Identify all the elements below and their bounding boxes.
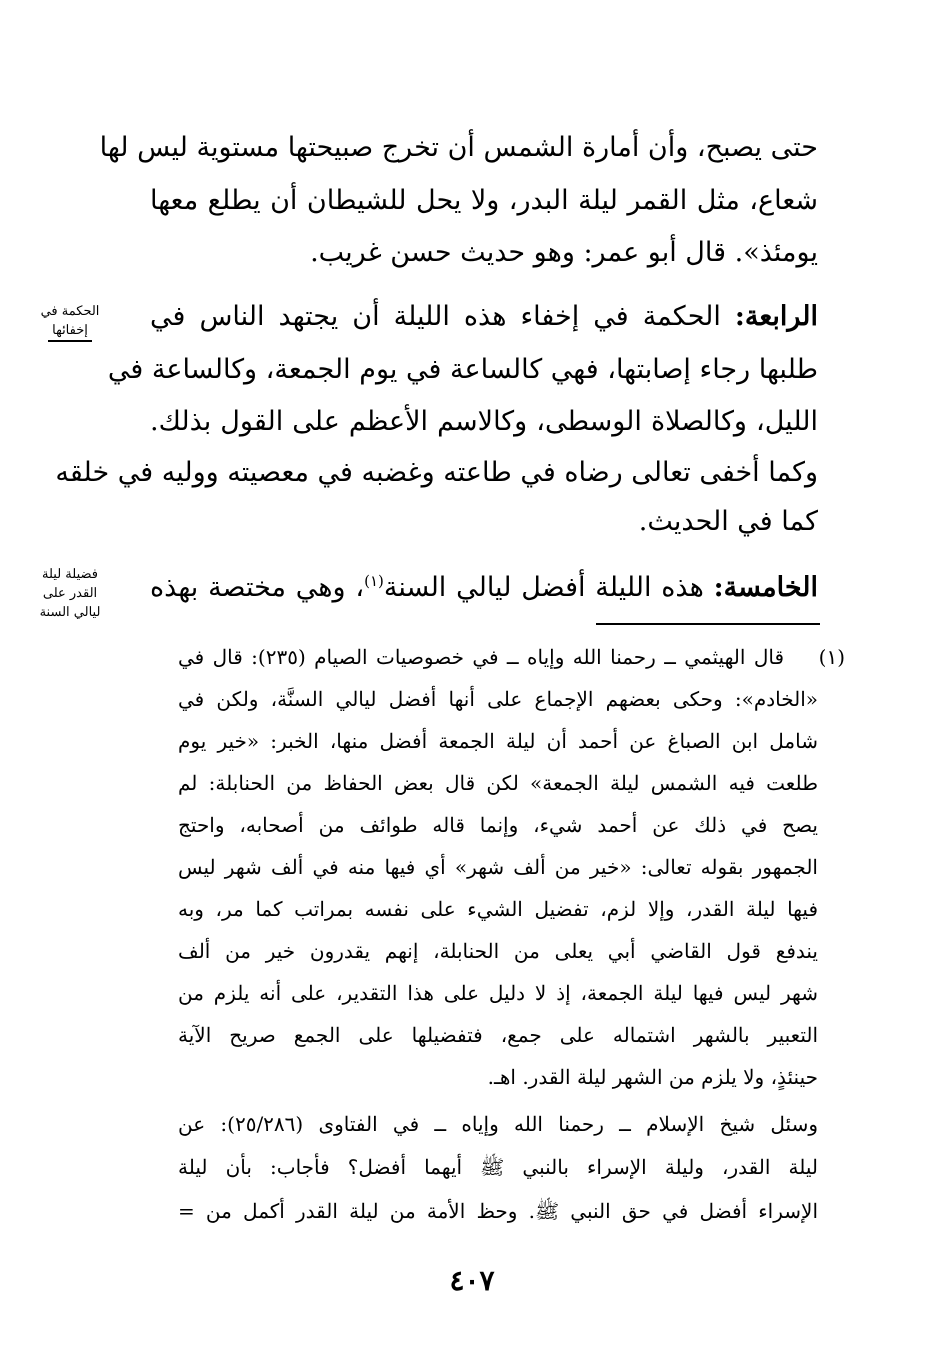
margin-note-virtue-line-1: فضيلة ليلة: [42, 567, 98, 582]
heading-fourth: الرابعة:: [734, 301, 818, 332]
main-text-line-7: وكما أخفى تعالى رضاه في طاعته وغضبه في معصيته ووليه في خلقه: [55, 457, 818, 488]
margin-note-virtue-line-2: القدر على: [42, 586, 98, 601]
footnote-line-8: يندفع قول القاضي أبي يعلى من الحنابلة، إنهم يقدرون خير من ألف: [178, 939, 818, 963]
footnote-line-2: «الخادم»: وحكى بعضهم الإجماع على أنها أفضل ليالي السنَّة، ولكن في: [178, 687, 818, 711]
footnote-ref: (١): [364, 572, 384, 590]
footnote-line-7: فيها ليلة القدر، وإلا لزم، تفضيل الشيء على نفسه بمراتب كما مر، وبه: [178, 897, 818, 921]
footnote-line-3: شامل ابن الصباغ عن أحمد أن ليلة الجمعة أفضل منها، الخبر: «خير يوم: [178, 729, 818, 753]
main-text-line-9: [150, 561, 818, 608]
main-text-line-3: يومئذ». قال أبو عمر: وهو حديث حسن غريب.: [310, 237, 818, 268]
footnote-line-9: شهر ليس فيها ليلة الجمعة، إذ لا دليل على هذا التقدير، على أنه يلزم من: [178, 981, 818, 1005]
heading-fifth: الخامسة:: [713, 572, 819, 603]
footnote-line-14: الإسراء أفضل في حق النبي ﷺ. وحظ الأمة من ليلة القدر أكمل من =: [178, 1199, 818, 1223]
main-text-line-2: شعاع، مثل القمر ليلة البدر، ولا يحل للشيطان أن يطلع معها: [150, 185, 818, 216]
margin-note-wisdom: [22, 302, 118, 342]
main-text-line-9-body: هذه الليلة أفضل ليالي السنة: [383, 572, 704, 603]
main-text-line-9-tail: ، وهي مختصة بهذه: [150, 572, 365, 603]
main-text-line-4: [150, 297, 818, 337]
page-number: ٤٠٧: [449, 1264, 495, 1297]
main-text-line-4-body: الحكمة في إخفاء هذه الليلة أن يجتهد الناس في: [150, 301, 721, 332]
main-text-line-6: الليل، وكالصلاة الوسطى، وكالاسم الأعظم على القول بذلك.: [150, 406, 818, 437]
margin-note-virtue-line-3: ليالي السنة: [39, 605, 101, 620]
footnote-line-5: يصح في ذلك عن أحمد شيء، وإنما قاله طوائف من أصحابه، واحتج: [178, 813, 818, 837]
footnote-line-13: ليلة القدر، وليلة الإسراء بالنبي ﷺ أيهما أفضل؟ فأجاب: بأن ليلة: [178, 1155, 818, 1179]
footnote-line-6: الجمهور بقوله تعالى: «خير من ألف شهر» أي فيها منه في ألف شهر ليس: [178, 855, 818, 879]
footnote-line-4: طلعت فيه الشمس ليلة الجمعة» لكن قال بعض الحفاظ من الحنابلة: لم: [178, 771, 818, 795]
footnote-line-12: وسئل شيخ الإسلام ــ رحمنا الله وإياه ــ في الفتاوى (٢٥/٢٨٦): عن: [178, 1112, 818, 1136]
footnote-line-10: التعبير بالشهر اشتماله على جمع، فتفضيلها على الجمع صريح الآية: [178, 1023, 818, 1047]
margin-note-wisdom-line-2: إخفائها: [48, 321, 92, 342]
main-text-line-8: كما في الحديث.: [638, 506, 818, 537]
margin-note-wisdom-line-1: الحكمة في: [40, 304, 100, 319]
margin-note-virtue: [22, 565, 118, 622]
footnote-number: (١): [818, 645, 845, 669]
footnote-line-1: قال الهيثمي ــ رحمنا الله وإياه ــ في خصوصيات الصيام (٢٣٥): قال في: [178, 645, 785, 669]
footnote-line-11: حينئذٍ، ولا يلزم من الشهر ليلة القدر. اهـ.: [487, 1065, 818, 1089]
footnote-separator: [596, 623, 820, 625]
main-text-line-1: حتى يصبح، وأن أمارة الشمس أن تخرج صبيحتها مستوية ليس لها: [99, 132, 818, 163]
main-text-line-5: طلبها رجاء إصابتها، فهي كالساعة في يوم الجمعة، وكالساعة في: [107, 354, 818, 385]
